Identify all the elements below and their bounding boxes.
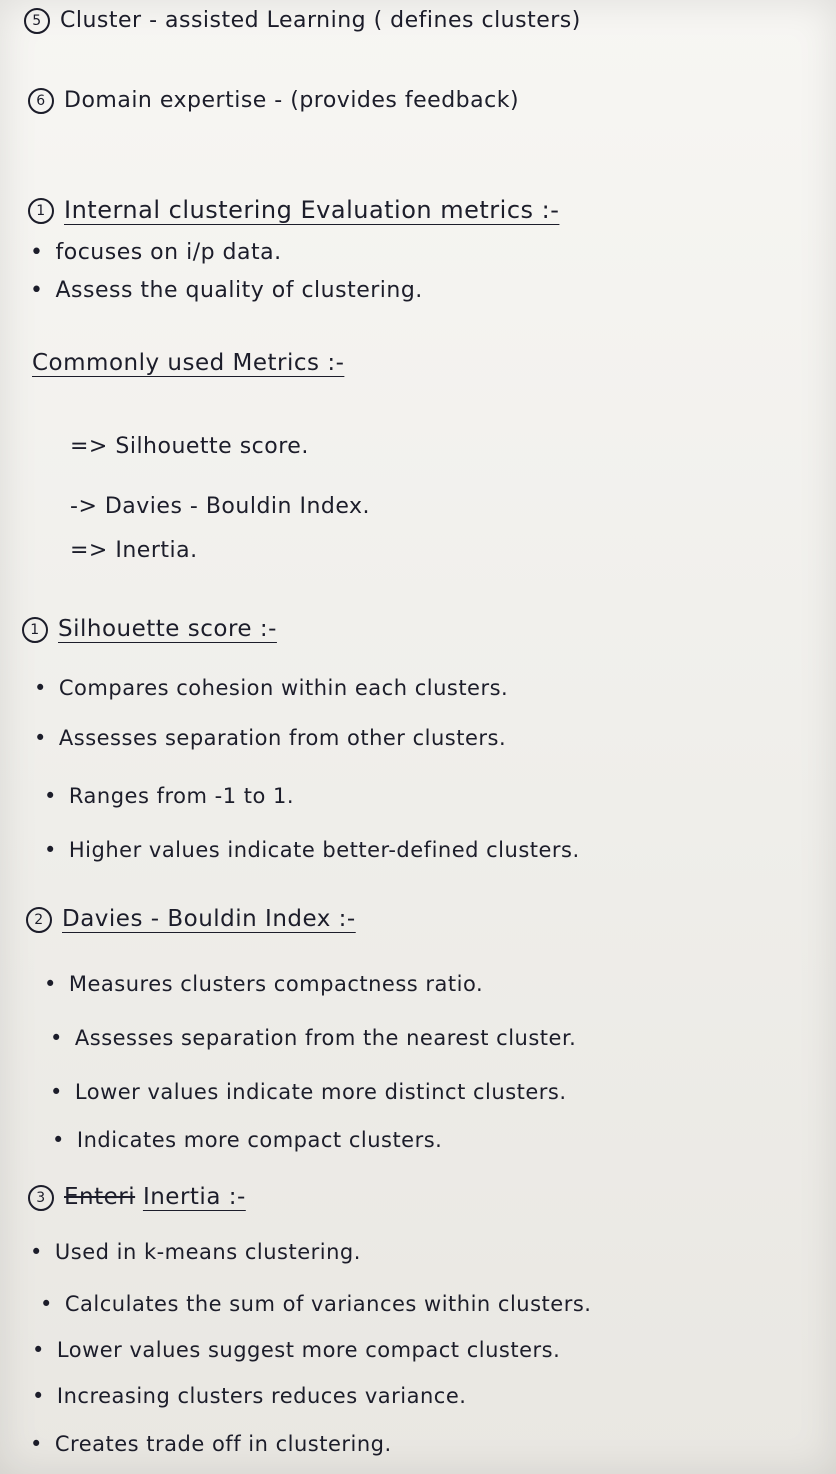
section-title: Davies - Bouldin Index :- bbox=[62, 906, 356, 932]
item-number-3: 3 bbox=[28, 1185, 54, 1211]
bullet-text: Calculates the sum of variances within clusters. bbox=[64, 1292, 592, 1316]
section-davies-heading bbox=[26, 906, 356, 933]
bullet-dot: • bbox=[44, 972, 57, 996]
item-number-1: 1 bbox=[28, 198, 54, 224]
note-line-cluster-assisted bbox=[24, 8, 581, 34]
section-title: Inertia :- bbox=[142, 1184, 246, 1210]
bullet-dot: • bbox=[30, 1240, 43, 1264]
davies-bullet-3 bbox=[50, 1080, 567, 1104]
bullet-dot: • bbox=[40, 1292, 53, 1316]
note-line-domain-expertise bbox=[28, 88, 519, 114]
bullet-text: Ranges from -1 to 1. bbox=[68, 784, 295, 808]
bullet-text: Assesses separation from the nearest cluster. bbox=[74, 1026, 577, 1050]
bullet-dot: • bbox=[44, 838, 57, 862]
inertia-bullet-3 bbox=[32, 1338, 560, 1362]
bullet-text: Measures clusters compactness ratio. bbox=[68, 972, 484, 996]
metric-inertia bbox=[70, 538, 198, 563]
item-number-2: 2 bbox=[26, 907, 52, 933]
note-text: Cluster - assisted Learning ( defines clusters) bbox=[60, 8, 581, 33]
davies-bullet-4 bbox=[52, 1128, 442, 1152]
bullet-dot: • bbox=[44, 784, 57, 808]
bullet-dot: • bbox=[34, 676, 47, 700]
inertia-bullet-5 bbox=[30, 1432, 392, 1456]
commonly-used-text: Commonly used Metrics :- bbox=[32, 350, 345, 376]
bullet-dot: • bbox=[52, 1128, 65, 1152]
bullet-dot: • bbox=[30, 278, 44, 303]
silhouette-bullet-3 bbox=[44, 784, 294, 808]
bullet-text: Assesses separation from other clusters. bbox=[58, 726, 507, 750]
davies-bullet-2 bbox=[50, 1026, 576, 1050]
bullet-dot: • bbox=[50, 1026, 63, 1050]
metric-davies-bouldin bbox=[70, 494, 370, 519]
bullet-text: Increasing clusters reduces variance. bbox=[56, 1384, 467, 1408]
bullet-dot: • bbox=[32, 1338, 45, 1362]
heading-text: Internal clustering Evaluation metrics :- bbox=[64, 196, 560, 224]
bullet-assess bbox=[30, 278, 423, 303]
section-inertia-heading bbox=[28, 1184, 246, 1211]
silhouette-bullet-4 bbox=[44, 838, 580, 862]
metric-silhouette bbox=[70, 434, 309, 459]
inertia-bullet-1 bbox=[30, 1240, 361, 1264]
metric-text: => Silhouette score. bbox=[70, 434, 309, 459]
item-number-6: 6 bbox=[28, 88, 54, 114]
bullet-text: Creates trade off in clustering. bbox=[54, 1432, 392, 1456]
bullet-dot: • bbox=[32, 1384, 45, 1408]
metric-text: => Inertia. bbox=[70, 538, 198, 563]
bullet-text: Assess the quality of clustering. bbox=[55, 278, 423, 303]
item-number-5: 5 bbox=[24, 8, 50, 34]
bullet-text: Compares cohesion within each clusters. bbox=[58, 676, 509, 700]
inertia-bullet-2 bbox=[40, 1292, 591, 1316]
bullet-text: Indicates more compact clusters. bbox=[76, 1128, 443, 1152]
section-heading-internal-metrics bbox=[28, 196, 559, 224]
bullet-dot: • bbox=[30, 1432, 43, 1456]
bullet-text: focuses on i/p data. bbox=[55, 240, 282, 265]
bullet-text: Higher values indicate better-defined clusters. bbox=[68, 838, 580, 862]
silhouette-bullet-2 bbox=[34, 726, 506, 750]
section-silhouette-heading bbox=[22, 616, 277, 643]
bullet-dot: • bbox=[50, 1080, 63, 1104]
bullet-text: Lower values suggest more compact clusters. bbox=[56, 1338, 561, 1362]
inertia-bullet-4 bbox=[32, 1384, 466, 1408]
note-text: Domain expertise - (provides feedback) bbox=[64, 88, 520, 113]
section-title: Silhouette score :- bbox=[58, 616, 277, 642]
item-number-1: 1 bbox=[22, 617, 48, 643]
commonly-used-heading bbox=[32, 350, 344, 376]
davies-bullet-1 bbox=[44, 972, 483, 996]
metric-text: -> Davies - Bouldin Index. bbox=[70, 494, 371, 519]
bullet-focuses bbox=[30, 240, 282, 265]
struck-word: Enteri bbox=[64, 1184, 136, 1210]
silhouette-bullet-1 bbox=[34, 676, 508, 700]
bullet-text: Lower values indicate more distinct clusters. bbox=[74, 1080, 567, 1104]
bullet-text: Used in k-means clustering. bbox=[54, 1240, 361, 1264]
bullet-dot: • bbox=[34, 726, 47, 750]
bullet-dot: • bbox=[30, 240, 44, 265]
